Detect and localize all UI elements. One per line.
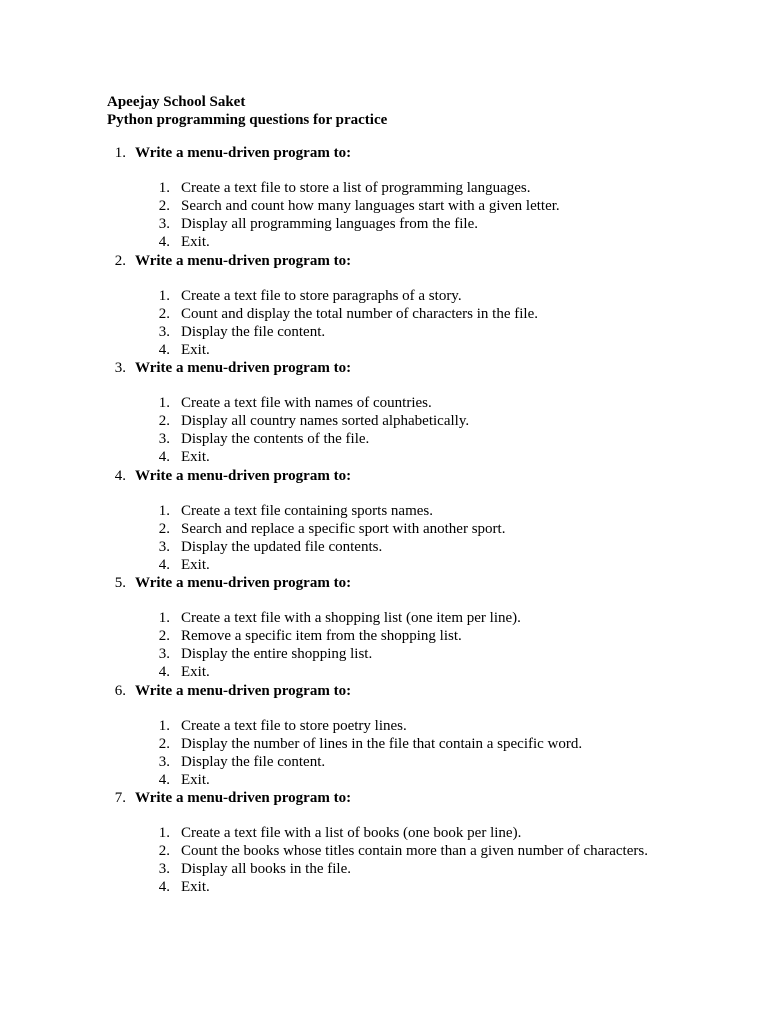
list-item-number: 4. xyxy=(158,879,170,895)
list-item-text: Create a text file to store poetry lines. xyxy=(181,718,407,734)
list-item xyxy=(0,520,768,538)
list-item-number: 2. xyxy=(158,306,170,322)
list-item xyxy=(0,323,768,341)
question-number: 7. xyxy=(114,790,126,806)
list-item-number: 1. xyxy=(158,718,170,734)
school-name: Apeejay School Saket xyxy=(107,94,246,110)
list-item xyxy=(0,878,768,896)
list-item-number: 4. xyxy=(158,234,170,250)
list-item-number: 1. xyxy=(158,503,170,519)
question-title: Write a menu-driven program to: xyxy=(135,683,352,699)
list-item-text: Display the entire shopping list. xyxy=(181,646,373,662)
list-item-text: Search and count how many languages start with a given letter. xyxy=(181,198,560,214)
list-item xyxy=(0,735,768,753)
list-item xyxy=(0,645,768,663)
list-item-number: 4. xyxy=(158,772,170,788)
list-item xyxy=(0,627,768,645)
list-item xyxy=(0,609,768,627)
list-item-text: Exit. xyxy=(181,342,210,358)
question-number: 4. xyxy=(114,468,126,484)
list-item-text: Display the contents of the file. xyxy=(181,431,370,447)
list-item-number: 4. xyxy=(158,664,170,680)
list-item-number: 2. xyxy=(158,198,170,214)
list-item xyxy=(0,197,768,215)
list-item-text: Create a text file to store paragraphs of a story. xyxy=(181,288,462,304)
list-item-number: 1. xyxy=(158,395,170,411)
list-item xyxy=(0,842,768,860)
question-number: 1. xyxy=(114,145,126,161)
question-number: 2. xyxy=(114,253,126,269)
question-title: Write a menu-driven program to: xyxy=(135,468,352,484)
question-title: Write a menu-driven program to: xyxy=(135,145,352,161)
list-item xyxy=(0,753,768,771)
list-item-number: 3. xyxy=(158,539,170,555)
list-item xyxy=(0,233,768,251)
list-item-number: 2. xyxy=(158,628,170,644)
list-item-text: Create a text file containing sports names. xyxy=(181,503,434,519)
list-item-text: Exit. xyxy=(181,879,210,895)
list-item-text: Exit. xyxy=(181,234,210,250)
list-item-number: 2. xyxy=(158,736,170,752)
list-item-number: 3. xyxy=(158,861,170,877)
list-item-text: Display the file content. xyxy=(181,324,326,340)
list-item-number: 4. xyxy=(158,342,170,358)
question-number: 6. xyxy=(114,683,126,699)
list-item-text: Display the file content. xyxy=(181,754,326,770)
list-item-number: 2. xyxy=(158,413,170,429)
list-item-number: 2. xyxy=(158,843,170,859)
list-item-number: 3. xyxy=(158,646,170,662)
question-title: Write a menu-driven program to: xyxy=(135,790,352,806)
list-item-number: 3. xyxy=(158,324,170,340)
list-item-text: Search and replace a specific sport with another sport. xyxy=(181,521,506,537)
list-item xyxy=(0,430,768,448)
list-item xyxy=(0,538,768,556)
list-item-number: 2. xyxy=(158,521,170,537)
list-item-text: Display the updated file contents. xyxy=(181,539,383,555)
list-item xyxy=(0,412,768,430)
question-number: 3. xyxy=(114,360,126,376)
list-item xyxy=(0,287,768,305)
list-item-number: 4. xyxy=(158,449,170,465)
question-number: 5. xyxy=(114,575,126,591)
list-item xyxy=(0,556,768,574)
list-item-text: Remove a specific item from the shopping list. xyxy=(181,628,462,644)
question-title: Write a menu-driven program to: xyxy=(135,253,352,269)
list-item-text: Count and display the total number of characters in the file. xyxy=(181,306,538,322)
list-item-number: 1. xyxy=(158,288,170,304)
list-item xyxy=(0,860,768,878)
list-item-number: 1. xyxy=(158,180,170,196)
list-item-text: Exit. xyxy=(181,449,210,465)
list-item-number: 1. xyxy=(158,610,170,626)
list-item-number: 1. xyxy=(158,825,170,841)
list-item-text: Display all programming languages from the file. xyxy=(181,216,479,232)
list-item-text: Exit. xyxy=(181,557,210,573)
list-item-number: 4. xyxy=(158,557,170,573)
list-item xyxy=(0,824,768,842)
list-item-text: Exit. xyxy=(181,772,210,788)
list-item xyxy=(0,771,768,789)
list-item-text: Create a text file with names of countries. xyxy=(181,395,432,411)
list-item-text: Display the number of lines in the file that contain a specific word. xyxy=(181,736,583,752)
list-item-text: Display all country names sorted alphabetically. xyxy=(181,413,470,429)
list-item xyxy=(0,179,768,197)
list-item-text: Create a text file with a list of books (one book per line). xyxy=(181,825,522,841)
list-item-text: Display all books in the file. xyxy=(181,861,351,877)
question-title: Write a menu-driven program to: xyxy=(135,575,352,591)
document-header xyxy=(107,93,387,129)
list-item-text: Count the books whose titles contain more than a given number of characters. xyxy=(181,843,648,859)
list-item xyxy=(0,394,768,412)
list-item-number: 3. xyxy=(158,754,170,770)
list-item xyxy=(0,502,768,520)
list-item xyxy=(0,215,768,233)
list-item-text: Exit. xyxy=(181,664,210,680)
list-item-text: Create a text file with a shopping list (one item per line). xyxy=(181,610,521,626)
list-item xyxy=(0,305,768,323)
list-item-number: 3. xyxy=(158,431,170,447)
list-item-number: 3. xyxy=(158,216,170,232)
list-item-text: Create a text file to store a list of programming languages. xyxy=(181,180,531,196)
question-title: Write a menu-driven program to: xyxy=(135,360,352,376)
document-subtitle: Python programming questions for practice xyxy=(107,112,388,128)
list-item xyxy=(0,341,768,359)
list-item xyxy=(0,448,768,466)
list-item xyxy=(0,663,768,681)
list-item xyxy=(0,717,768,735)
